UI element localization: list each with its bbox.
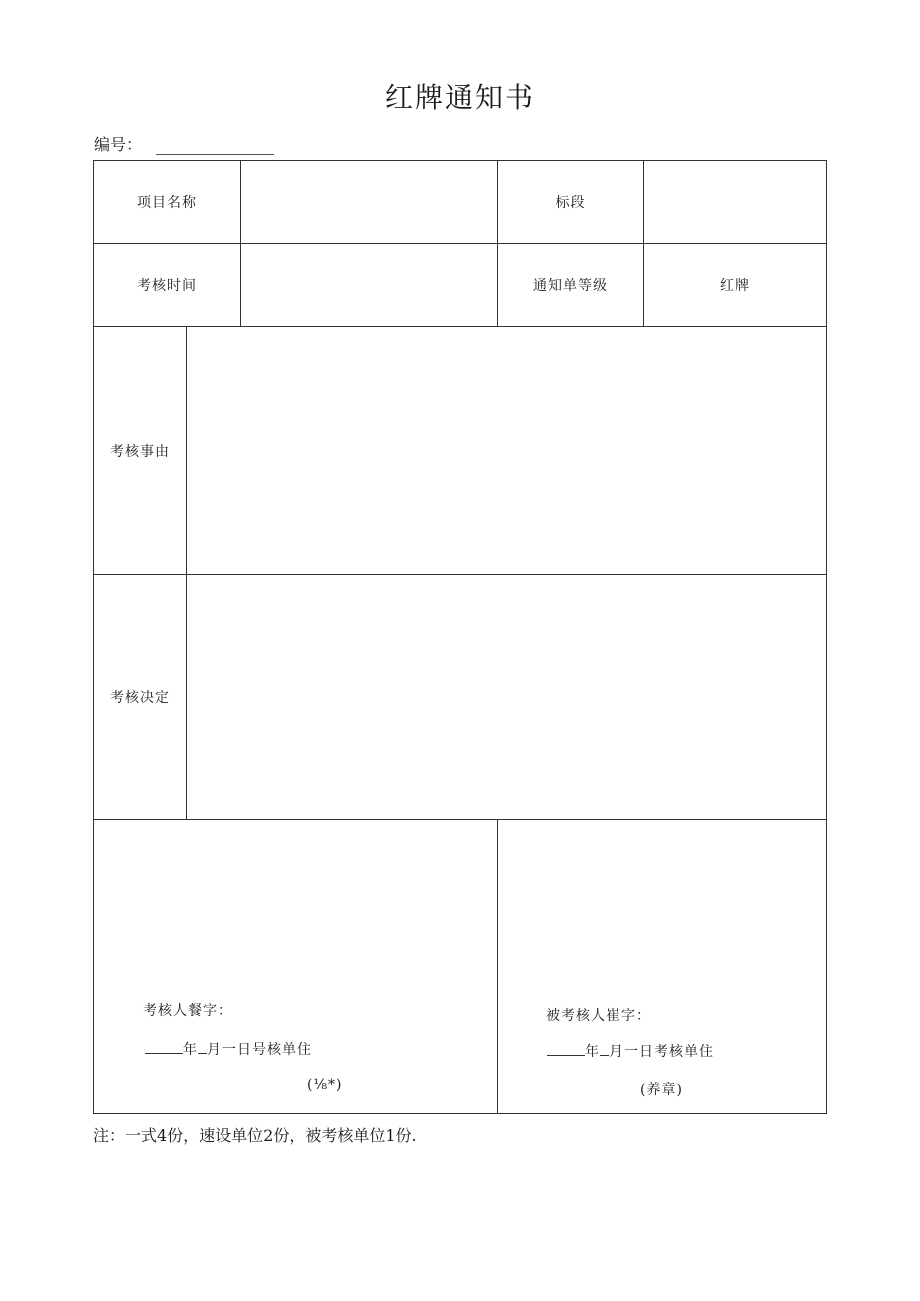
assessee-unit-label: 考核单住 <box>654 1044 714 1060</box>
serial-number-row <box>94 132 274 155</box>
month-blank[interactable] <box>600 1043 609 1056</box>
month-blank[interactable] <box>198 1041 207 1054</box>
notice-level-label: 通知单等级 <box>533 278 608 294</box>
month-day-label: 月一日 <box>609 1044 654 1060</box>
reason-field[interactable] <box>187 327 826 574</box>
assessor-signature-label: 考核人餐字： <box>143 1003 233 1019</box>
year-label: 年 <box>183 1042 198 1058</box>
assessee-signature-label: 被考核人崔字： <box>546 1008 651 1024</box>
assessor-date-line <box>145 1039 312 1059</box>
decision-field[interactable] <box>187 575 826 819</box>
assessor-unit-label: 号核单住 <box>252 1042 312 1058</box>
section-field[interactable] <box>644 161 826 243</box>
footer-note: 注：一式4份，速设单位2份，被考核单位1份. <box>93 1126 417 1145</box>
year-blank[interactable] <box>547 1043 585 1056</box>
project-name-label: 项目名称 <box>137 195 197 211</box>
assessment-time-label: 考核时间 <box>137 278 197 294</box>
row-divider <box>94 819 826 820</box>
year-label: 年 <box>585 1044 600 1060</box>
assessment-time-field[interactable] <box>241 244 497 326</box>
assessor-seal-label: (⅛*) <box>307 1077 343 1093</box>
assessee-seal-label: (养章) <box>640 1082 683 1098</box>
project-name-field[interactable] <box>241 161 497 243</box>
month-day-label: 月一日 <box>207 1042 252 1058</box>
serial-number-blank[interactable] <box>156 140 274 155</box>
year-blank[interactable] <box>145 1041 183 1054</box>
reason-label: 考核事由 <box>110 443 170 460</box>
column-divider <box>497 819 498 1113</box>
notice-level-value: 红牌 <box>720 278 750 294</box>
serial-number-label: 编号： <box>94 135 143 154</box>
notice-form-table <box>93 160 827 1114</box>
section-label: 标段 <box>555 195 586 211</box>
document-title: 红牌通知书 <box>384 81 535 114</box>
assessee-date-line <box>547 1041 714 1061</box>
decision-label: 考核决定 <box>110 690 170 706</box>
